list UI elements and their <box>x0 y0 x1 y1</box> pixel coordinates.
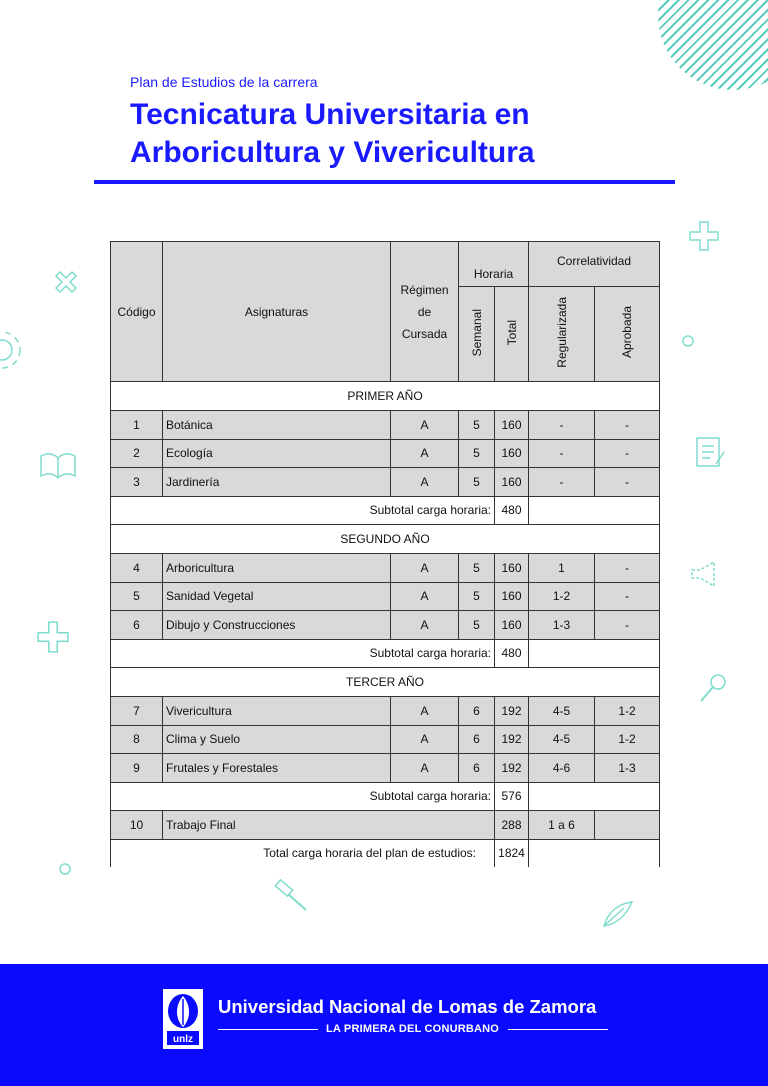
cell-regime: A <box>391 411 459 440</box>
cell-subject: Clima y Suelo <box>163 725 391 754</box>
cell-subject: Frutales y Forestales <box>163 754 391 783</box>
cell-aprobada: 1-2 <box>595 725 660 754</box>
cell-code: 1 <box>111 411 163 440</box>
title-divider <box>94 180 675 184</box>
cell-regime: A <box>391 468 459 497</box>
logo-mark <box>165 991 201 1047</box>
cell-regularizada: 1 <box>529 554 595 583</box>
cell-code: 9 <box>111 754 163 783</box>
cell-code: 7 <box>111 697 163 726</box>
cell-code: 4 <box>111 554 163 583</box>
page-title <box>130 96 690 172</box>
cell-total: 160 <box>495 611 529 640</box>
cell-regime: A <box>391 439 459 468</box>
cell-aprobada: 1-3 <box>595 754 660 783</box>
subtotal-value: 480 <box>495 496 529 525</box>
header-regularizada <box>529 287 595 382</box>
header-semanal-label: Semanal <box>469 308 484 357</box>
cell-total: 192 <box>495 754 529 783</box>
cell-regularizada: 1-2 <box>529 582 595 611</box>
leaf-icon <box>600 892 646 932</box>
subtotal-blank <box>529 496 660 525</box>
cell-total: 160 <box>495 439 529 468</box>
header-codigo: Código <box>111 242 163 382</box>
university-logo <box>163 989 203 1049</box>
cell-regime: A <box>391 582 459 611</box>
cell-aprobada: 1-2 <box>595 697 660 726</box>
cell-code: 10 <box>111 811 163 840</box>
microphone-icon <box>696 672 730 706</box>
cell-weekly: 6 <box>459 754 495 783</box>
cell-regime: A <box>391 554 459 583</box>
subtotal-row <box>111 496 660 525</box>
gear-icon <box>0 322 28 378</box>
gavel-icon <box>272 878 312 914</box>
table-row <box>111 439 660 468</box>
cell-regularizada: 1-3 <box>529 611 595 640</box>
header-total-label: Total <box>504 319 519 346</box>
subtotal-blank <box>529 782 660 811</box>
cell-regularizada: 4-6 <box>529 754 595 783</box>
notes-icon <box>694 434 728 472</box>
grand-total-blank <box>529 839 660 867</box>
cell-total: 288 <box>495 811 529 840</box>
cell-subject: Jardinería <box>163 468 391 497</box>
cell-subject: Botánica <box>163 411 391 440</box>
grand-total-label: Total carga horaria del plan de estudios: <box>111 839 495 867</box>
cell-total: 160 <box>495 582 529 611</box>
header-regimen-label: Régimen de Cursada <box>400 282 449 341</box>
section-segundo-anio: SEGUNDO AÑO <box>111 525 660 554</box>
cell-weekly: 5 <box>459 439 495 468</box>
cell-subject: Arboricultura <box>163 554 391 583</box>
cell-subject: Sanidad Vegetal <box>163 582 391 611</box>
grand-total-row <box>111 839 660 867</box>
final-work-row <box>111 811 660 840</box>
table-row <box>111 582 660 611</box>
cell-weekly: 5 <box>459 411 495 440</box>
cell-aprobada <box>595 811 660 840</box>
circle-icon <box>681 334 695 348</box>
logo-text: unlz <box>173 1034 193 1045</box>
cell-regularizada: - <box>529 439 595 468</box>
cell-total: 160 <box>495 554 529 583</box>
cell-regularizada: 1 a 6 <box>529 811 595 840</box>
cell-weekly: 5 <box>459 468 495 497</box>
header-horaria: Horaria <box>459 242 529 287</box>
university-name: Universidad Nacional de Lomas de Zamora <box>218 996 597 1017</box>
university-tagline: LA PRIMERA DEL CONURBANO <box>326 1023 500 1035</box>
header-semanal <box>459 287 495 382</box>
subtotal-label: Subtotal carga horaria: <box>111 782 495 811</box>
cell-aprobada: - <box>595 411 660 440</box>
cell-weekly: 6 <box>459 725 495 754</box>
cell-code: 6 <box>111 611 163 640</box>
table-row <box>111 554 660 583</box>
cell-regularizada: 4-5 <box>529 697 595 726</box>
header-correlatividad: Correlatividad <box>529 242 660 287</box>
plus-icon <box>36 620 70 654</box>
megaphone-icon <box>686 558 726 592</box>
cell-regime: A <box>391 725 459 754</box>
cell-code: 2 <box>111 439 163 468</box>
subtotal-blank <box>529 639 660 668</box>
cell-aprobada: - <box>595 611 660 640</box>
page-kicker: Plan de Estudios de la carrera <box>130 74 318 90</box>
subtotal-value: 480 <box>495 639 529 668</box>
cell-aprobada: - <box>595 468 660 497</box>
circle-icon <box>58 862 72 876</box>
cell-total: 160 <box>495 411 529 440</box>
header-total <box>495 287 529 382</box>
subtotal-row <box>111 782 660 811</box>
table-row <box>111 468 660 497</box>
header-regularizada-label: Regularizada <box>554 297 569 368</box>
subtotal-value: 576 <box>495 782 529 811</box>
study-plan-table <box>110 241 660 867</box>
cell-regularizada: 4-5 <box>529 725 595 754</box>
cell-total: 160 <box>495 468 529 497</box>
subtotal-row <box>111 639 660 668</box>
cell-weekly: 5 <box>459 554 495 583</box>
close-icon <box>52 268 80 296</box>
cell-weekly: 6 <box>459 697 495 726</box>
table-row <box>111 411 660 440</box>
tagline-rule-right <box>508 1029 608 1030</box>
cell-code: 5 <box>111 582 163 611</box>
plus-icon <box>688 220 720 252</box>
cell-regularizada: - <box>529 411 595 440</box>
header-regimen <box>391 242 459 382</box>
table-row <box>111 754 660 783</box>
header-asignaturas: Asignaturas <box>163 242 391 382</box>
book-icon <box>38 450 78 482</box>
cell-regime: A <box>391 611 459 640</box>
grand-total-value: 1824 <box>495 839 529 867</box>
cell-subject: Vivericultura <box>163 697 391 726</box>
title-line-1: Tecnicatura Universitaria en <box>130 98 530 131</box>
cell-total: 192 <box>495 725 529 754</box>
cell-aprobada: - <box>595 554 660 583</box>
header-aprobada-label: Aprobada <box>620 306 635 359</box>
cell-regularizada: - <box>529 468 595 497</box>
cell-regime: A <box>391 697 459 726</box>
section-tercer-anio: TERCER AÑO <box>111 668 660 697</box>
cell-subject: Trabajo Final <box>163 811 495 840</box>
cell-subject: Dibujo y Construcciones <box>163 611 391 640</box>
cell-aprobada: - <box>595 439 660 468</box>
cell-total: 192 <box>495 697 529 726</box>
subtotal-label: Subtotal carga horaria: <box>111 639 495 668</box>
cell-aprobada: - <box>595 582 660 611</box>
section-primer-anio: PRIMER AÑO <box>111 382 660 411</box>
decorative-stripes <box>658 0 768 90</box>
table-row <box>111 697 660 726</box>
cell-code: 8 <box>111 725 163 754</box>
header-aprobada <box>595 287 660 382</box>
tagline-rule-left <box>218 1029 318 1030</box>
cell-weekly: 5 <box>459 611 495 640</box>
cell-weekly: 5 <box>459 582 495 611</box>
cell-subject: Ecología <box>163 439 391 468</box>
cell-code: 3 <box>111 468 163 497</box>
title-line-2: Arboricultura y Vivericultura <box>130 136 535 169</box>
cell-regime: A <box>391 754 459 783</box>
table-row <box>111 725 660 754</box>
subtotal-label: Subtotal carga horaria: <box>111 496 495 525</box>
table-row <box>111 611 660 640</box>
